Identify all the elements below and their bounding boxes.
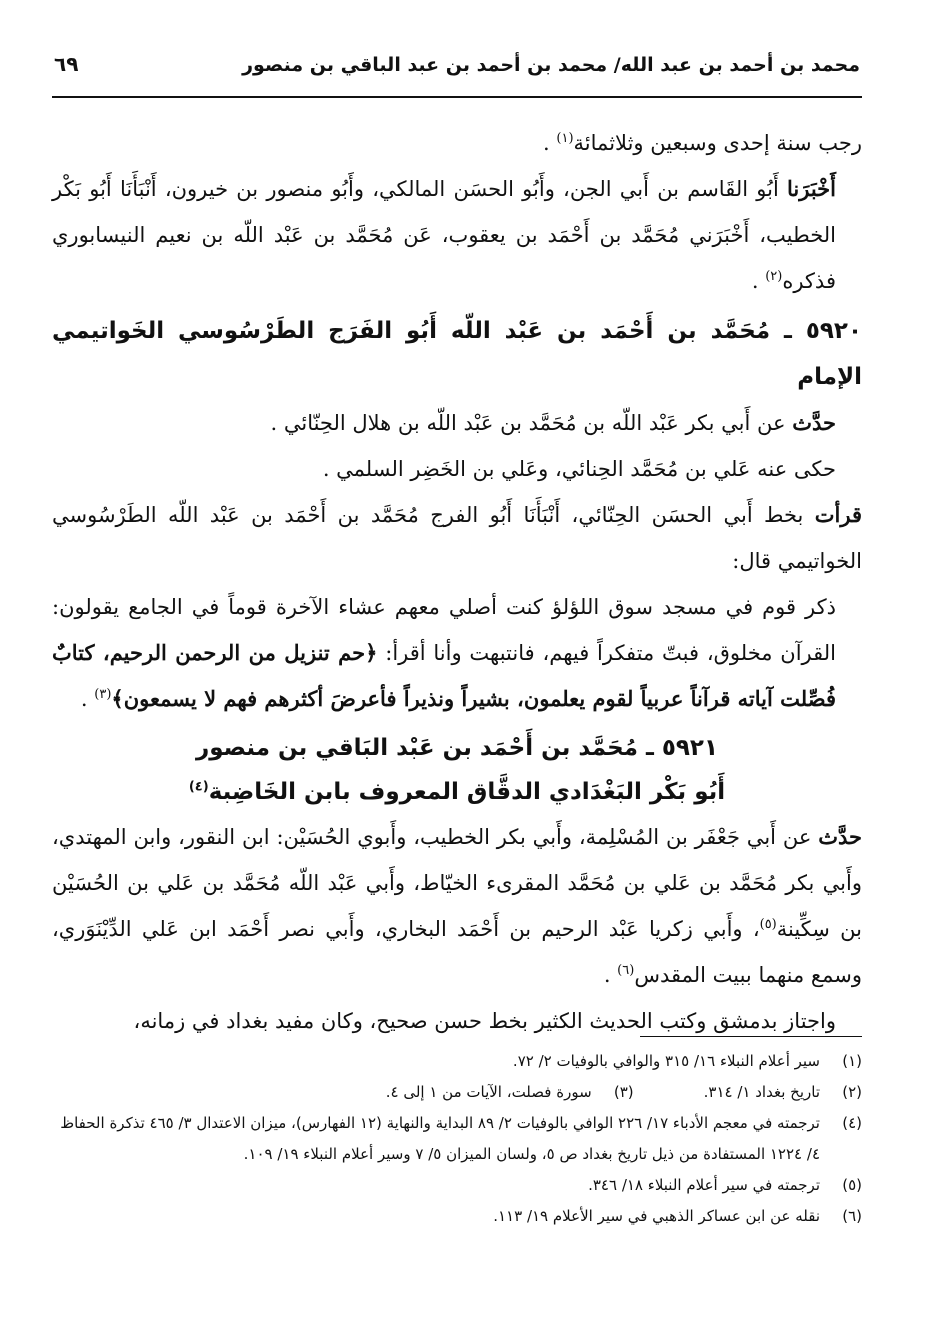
entry-heading: [52, 726, 862, 814]
footnote-text: تاريخ بغداد ١/ ٣١٤.: [703, 1083, 820, 1101]
footnote-number: (١): [842, 1052, 862, 1070]
footnote-ref[interactable]: (١): [556, 131, 574, 146]
footnote-number: (٤): [842, 1114, 862, 1132]
footnote-ref[interactable]: (٢): [765, 269, 783, 284]
paragraph: أَخْبَرَنا أَبُو القَاسم بن أَبي الجن، وأَبُو الحسَن المالكي، وأَبُو منصور بن خيرون، أَنْبَأَنَا أَبُو بَكْر الخطيب، أَخْبَرَني مُحَمَّد بن أَحْمَد بن يعقوب، عَن مُحَمَّد بن عَبْد اللّه بن نعيم النيسابوري فذكره$^{(٢)}$ .: [52, 176, 836, 293]
footnote: [52, 1108, 862, 1170]
page-number: ٦٩: [54, 52, 79, 76]
footnote-number: (٦): [842, 1207, 862, 1225]
footnote-ref[interactable]: (٤): [188, 779, 209, 795]
footnotes: [52, 1046, 862, 1232]
footnote-text: سورة فصلت، الآيات من ١ إلى ٤.: [385, 1083, 592, 1101]
paragraph: رجب سنة إحدى وسبعين وثلاثمائة$^{(١)}$ .: [543, 131, 862, 155]
transmission-term: أَخْبَرَنا: [787, 176, 836, 201]
footnote: [52, 1201, 862, 1232]
footnote-row: [52, 1077, 862, 1108]
footnote-ref[interactable]: (٣): [94, 687, 112, 702]
paragraph: حكى عنه عَلي بن مُحَمَّد الحِنائي، وعَلي بن الخَضِر السلمي .: [322, 457, 836, 481]
paragraph: ذكر قوم في مسجد سوق اللؤلؤ كنت أصلي معهم عشاء الآخرة قوماً في الجامع يقولون: القرآن مخلوق، فبتّ متفكراً فيهم، فانتبهت وأنا أقرأ: ﴿حم تنزيل من الرحمن الرحيم، كتابٌ فُصِّلت آياته قرآناً عربياً لقوم يعلمون، بشيراً ونذيراً فأعرضَ أكثرهم فهم لا يسمعون﴾$^{(٣)}$ .: [52, 595, 836, 711]
footnote: [386, 1077, 634, 1108]
paragraph: واجتاز بدمشق وكتب الحديث الكثير بخط حسن صحيح، وكان مفيد بغداد في زمانه،: [133, 1009, 836, 1033]
paragraph: حدَّث عن أَبي جَعْفَر بن المُسْلِمة، وأَبي بكر الخطيب، وأَبوي الحُسَيْن: ابن النقور، وابن المهتدي، وأَبي بكر مُحَمَّد بن عَلي بن مُحَمَّد المقرىء الخيّاط، وأَبي عَبْد اللّه مُحَمَّد بن عَلي بن الحُسَيْن بن سِكِّينة$^{(٥)}$، وأَبي زكريا عَبْد الرحيم بن أَحْمَد البخاري، وأَبي نصر أَحْمَد ابن عَلي الدِّيْنَوَري، وسمع منهما ببيت المقدس$^{(٦)}$ .: [52, 824, 862, 987]
paragraph: قرأت بخط أَبي الحسَن الحِنّائي، أَنْبَأَنَا أَبُو الفرج مُحَمَّد بن أَحْمَد بن عَبْد اللّه الطَرْسُوسي الخواتيمي قال:: [52, 502, 862, 573]
entry-heading: ٥٩٢٠ ـ مُحَمَّد بن أَحْمَد بن عَبْد اللّه أَبُو الفَرَج الطَرْسُوسي الخَواتيمي الإمام: [52, 318, 862, 390]
footnote-number: (٥): [842, 1176, 862, 1194]
main-text: [52, 120, 862, 1044]
footnote-text: نقله عن ابن عساكر الذهبي في سير الأعلام ١٩/ ١١٣.: [493, 1207, 820, 1225]
footnote: [52, 1046, 862, 1077]
header-title: محمد بن أحمد بن عبد الله/ محمد بن أحمد بن عبد الباقي بن منصور: [242, 54, 860, 76]
quran-quote: ﴿حم تنزيل من الرحمن الرحيم، كتابٌ فُصِّلت آياته قرآناً عربياً لقوم يعلمون، بشيراً ونذيراً فأعرضَ أكثرهم فهم لا يسمعون﴾: [52, 640, 836, 711]
footnote-separator: [640, 1036, 862, 1037]
footnote-text: سير أعلام النبلاء ١٦/ ٣١٥ والوافي بالوفيات ٢/ ٧٢.: [512, 1052, 820, 1070]
footnote-ref[interactable]: (٥): [759, 917, 777, 932]
transmission-term: حدَّث: [818, 824, 862, 849]
entry-heading-line: أَبُو بَكْر البَغْدَادي الدقَّاق المعروف بابن الخَاضِبة: [208, 779, 726, 805]
book-page: [52, 52, 862, 1312]
running-header: [52, 52, 862, 98]
footnote-ref[interactable]: (٦): [617, 963, 635, 978]
footnote-text: ترجمته في سير أعلام النبلاء ١٨/ ٣٤٦.: [588, 1176, 820, 1194]
footnote-text: ترجمته في معجم الأدباء ١٧/ ٢٢٦ الوافي بالوفيات ٢/ ٨٩ البداية والنهاية (١٢ الفهارس)، ميزان الاعتدال ٣/ ٤٦٥ تذكرة الحفاظ ٤/ ١٢٢٤ المستفادة من ذيل تاريخ بغداد ص ٥، ولسان الميزان ٥/ ٧ وسير أعلام النبلاء ١٩/ ١٠٩.: [60, 1114, 820, 1163]
footnote: [704, 1077, 862, 1108]
footnote-number: (٢): [842, 1083, 862, 1101]
footnote-number: (٣): [613, 1083, 634, 1101]
transmission-term: قرأت: [814, 502, 862, 527]
paragraph: حدَّث عن أَبي بكر عَبْد اللّه بن مُحَمَّد بن عَبْد اللّه بن هلال الحِنّائي .: [270, 410, 836, 435]
entry-heading-line: ٥٩٢١ ـ مُحَمَّد بن أَحْمَد بن عَبْد البَاقي بن منصور: [196, 735, 718, 761]
transmission-term: حدَّث: [792, 410, 836, 435]
footnote: [52, 1170, 862, 1201]
